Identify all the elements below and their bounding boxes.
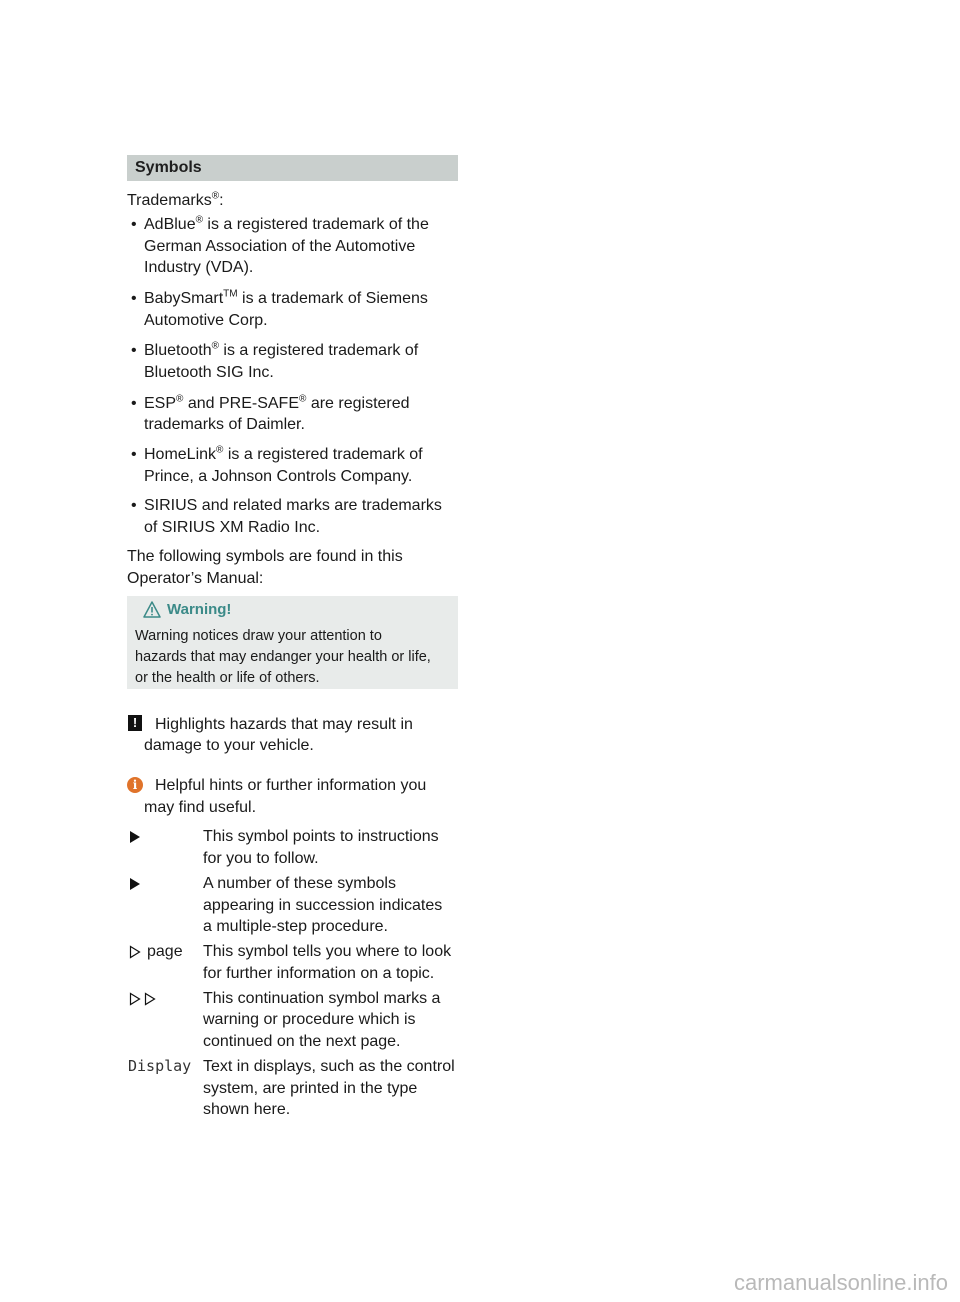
bullet-icon: • <box>131 216 137 233</box>
instruction-desc-line2: for you to follow. <box>203 850 319 867</box>
page-reference-desc-line2: for further information on a topic. <box>203 965 435 982</box>
display-symbol: Display <box>128 1057 192 1075</box>
trademark-adblue: AdBlue® is a registered trademark of the <box>144 214 429 233</box>
multistep-desc-line2: appearing in succession indicates <box>203 897 443 914</box>
continuation-desc-line3: continued on the next page. <box>203 1033 401 1050</box>
warning-text-line2: hazards that may endanger your health or life, <box>135 649 431 665</box>
display-desc-line2: system, are printed in the type <box>203 1080 418 1097</box>
page-reference-desc: This symbol tells you where to look <box>203 943 452 960</box>
section-header <box>127 155 458 181</box>
warning-text: Warning notices draw your attention to <box>135 628 382 644</box>
instruction-desc: This symbol points to instructions <box>203 828 439 845</box>
info-text: Helpful hints or further information you <box>155 777 427 794</box>
warning-title: Warning! <box>167 601 232 618</box>
continuation-desc: This continuation symbol marks a <box>203 990 441 1007</box>
trademark-esp: ESP® and PRE-SAFE® are registered <box>144 393 410 412</box>
multistep-desc-line3: a multiple-step procedure. <box>203 918 388 935</box>
intro-text: The following symbols are found in this <box>127 548 403 565</box>
instruction-arrow-icon <box>129 877 141 891</box>
trademark-bluetooth: Bluetooth® is a registered trademark of <box>144 340 419 359</box>
display-desc-line3: shown here. <box>203 1101 291 1118</box>
hazard-exclamation-icon: ! <box>128 715 142 731</box>
bullet-icon: • <box>131 497 137 514</box>
trademark-babysmart-line2: Automotive Corp. <box>144 312 268 329</box>
bullet-icon: • <box>131 395 137 412</box>
section-title: Symbols <box>135 159 202 176</box>
warning-triangle-icon <box>143 601 161 618</box>
bullet-icon: • <box>131 446 137 463</box>
instruction-arrow-icon <box>129 830 141 844</box>
trademark-esp-line2: trademarks of Daimler. <box>144 416 305 433</box>
trademarks-heading: Trademarks®: <box>127 190 224 209</box>
continuation-icon <box>129 992 159 1006</box>
display-desc: Text in displays, such as the control <box>203 1058 455 1075</box>
hazard-text: Highlights hazards that may result in <box>155 716 413 733</box>
bullet-icon: • <box>131 290 137 307</box>
bullet-icon: • <box>131 342 137 359</box>
intro-text-line2: Operator’s Manual: <box>127 570 264 587</box>
watermark: carmanualsonline.info <box>733 1270 948 1295</box>
page-symbol-label: page <box>147 943 183 960</box>
trademark-adblue-line3: Industry (VDA). <box>144 259 254 276</box>
trademark-homelink: HomeLink® is a registered trademark of <box>144 444 423 463</box>
trademark-adblue-line2: German Association of the Automotive <box>144 238 416 255</box>
hazard-text-line2: damage to your vehicle. <box>144 737 314 754</box>
multistep-desc: A number of these symbols <box>203 875 396 892</box>
continuation-desc-line2: warning or procedure which is <box>203 1011 416 1028</box>
trademark-babysmart: BabySmart™ is a trademark of Siemens <box>144 288 428 307</box>
trademark-sirius-line2: of SIRIUS XM Radio Inc. <box>144 519 321 536</box>
warning-text-line3: or the health or life of others. <box>135 670 320 686</box>
page-reference-icon <box>129 945 141 959</box>
info-icon: i <box>127 777 143 793</box>
trademark-homelink-line2: Prince, a Johnson Controls Company. <box>144 468 413 485</box>
trademark-bluetooth-line2: Bluetooth SIG Inc. <box>144 364 274 381</box>
info-text-line2: may find useful. <box>144 799 257 816</box>
trademark-sirius: SIRIUS and related marks are trademarks <box>144 497 442 514</box>
